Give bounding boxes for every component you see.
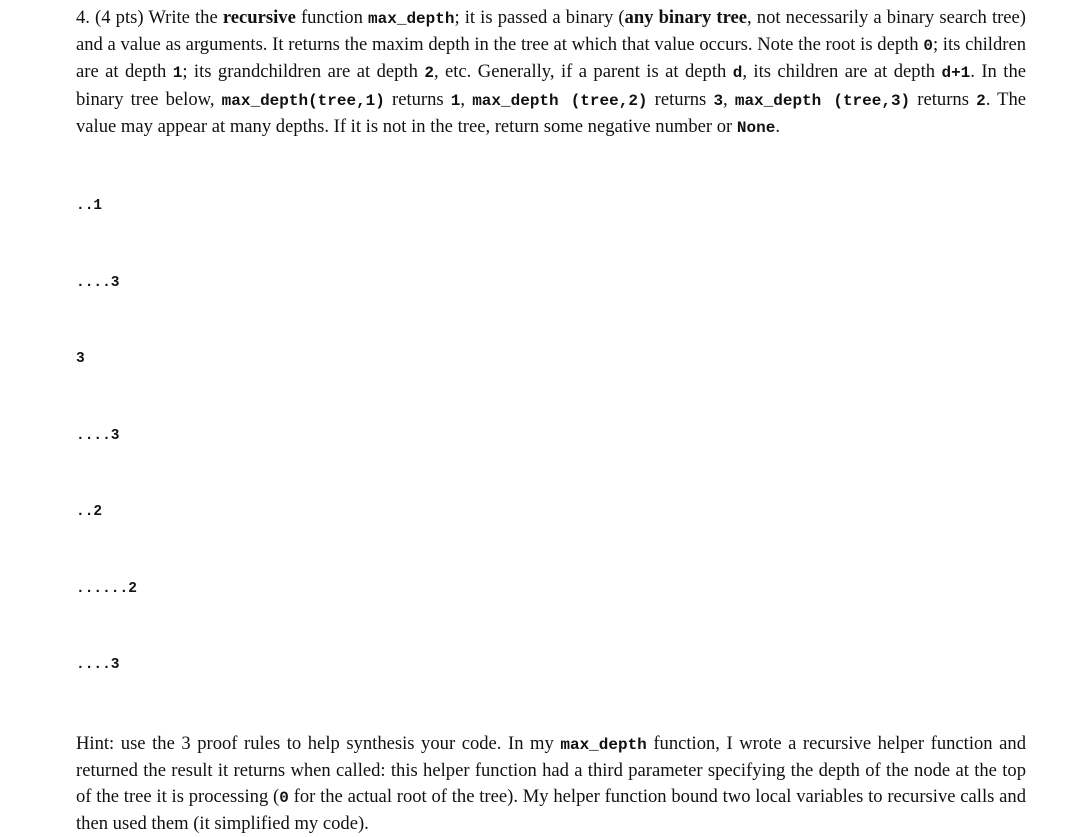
inline-code: 3 [713,91,724,110]
tree-node-line: ..2 [76,504,103,521]
emphasis-text: any binary tree [624,7,748,28]
body-text: function [295,7,369,28]
binary-tree-listing [76,143,1026,730]
inline-code: None [736,118,776,137]
inline-code: max_depth (tree,2) [472,91,648,110]
inline-code: d+1 [941,64,971,83]
tree-node-line: ....3 [76,427,120,444]
inline-code: max_depth [560,735,647,754]
inline-code: 0 [279,788,289,807]
body-text: , its children are at depth [742,61,942,83]
body-text: 4. (4 pts) Write the [76,7,223,28]
inline-code: 0 [923,37,933,56]
body-text: function, I wrote a recursive helper function and returned the result it returns when called: this helper function had a third parameter specifying the depth of the node at the top of the tree it is processing ( [76,732,1026,807]
body-text: , [723,88,735,110]
inline-code: 1 [450,91,461,110]
body-text: returns [910,88,977,110]
document-page [76,5,1026,837]
inline-code: max_depth [368,10,455,28]
tree-node-line: ....3 [76,274,120,291]
tree-node-line: ......2 [76,580,137,597]
body-text: , not necessarily a binary search tree) and a value as arguments. It returns the maxim depth in the tree at which that value occurs. Note the root is depth [76,7,1026,56]
body-text: . [775,115,780,137]
question-paragraph [76,5,1026,141]
body-text: . The value may appear at many depths. If it is not in the tree, return some negative number or [76,88,1027,137]
body-text: returns [384,88,451,110]
body-text: Hint: use the 3 proof rules to help synthesis your code. In my [76,732,561,754]
inline-code: 1 [172,64,183,83]
emphasis-text: recursive [222,7,296,28]
body-text: returns [647,88,714,110]
inline-code: 2 [424,64,434,83]
body-text: ; its grandchildren are at depth [182,61,425,83]
inline-code: d [732,64,743,83]
body-text: . In the binary tree below, [76,61,1026,110]
body-text: ; it is passed a binary ( [454,7,625,28]
body-text: ; its children are at depth [76,34,1027,83]
body-text: for the actual root of the tree). My helper function bound two local variables to recursive calls and then used them (it simplified my code). [76,785,1026,835]
inline-code: max_depth (tree,3) [734,91,911,110]
hint-paragraph [76,731,1026,837]
inline-code: max_depth(tree,1) [221,91,385,110]
tree-node-line: ..1 [76,198,103,215]
tree-node-line: ....3 [76,657,120,674]
tree-node-line: 3 [76,351,85,368]
body-text: , etc. Generally, if a parent is at depth [433,61,733,83]
inline-code: 2 [976,91,986,110]
body-text: , [460,88,473,110]
